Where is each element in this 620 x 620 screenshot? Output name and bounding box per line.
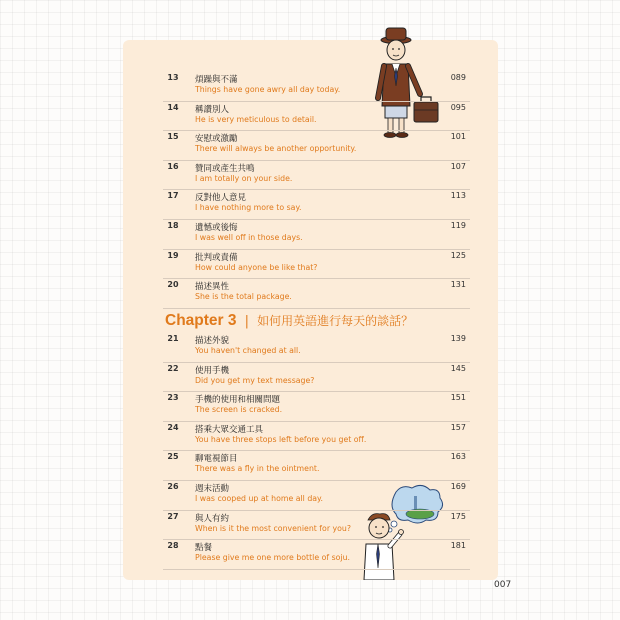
entry-title-en: I was well off in those days. — [195, 232, 303, 242]
entry-title-en: I was cooped up at home all day. — [195, 493, 324, 503]
entry-number: 16 — [167, 161, 179, 171]
page-number: 007 — [494, 580, 512, 590]
entry-number: 21 — [167, 334, 179, 343]
entry-number: 25 — [167, 452, 179, 462]
toc-entry-15[interactable] — [163, 131, 470, 161]
toc-section-a — [163, 72, 470, 309]
toc-entry-24[interactable] — [163, 422, 470, 452]
entry-number: 13 — [167, 73, 179, 82]
toc-entry-13[interactable] — [163, 72, 470, 102]
entry-title-zh: 遺憾或後悔 — [195, 222, 238, 233]
entry-title-en: Did you get my text message? — [195, 375, 315, 385]
chapter-divider: | — [244, 314, 249, 329]
toc-entry-25[interactable] — [163, 451, 470, 481]
entry-title-en: I have nothing more to say. — [195, 203, 302, 213]
toc-entry-17[interactable] — [163, 190, 470, 220]
entry-title-en: Things have gone awry all day today. — [195, 85, 341, 94]
toc-entry-27[interactable] — [163, 511, 470, 541]
entry-page: 119 — [450, 220, 466, 230]
entry-title-zh: 安慰或激勵 — [195, 134, 238, 145]
entry-title-en: You have three stops left before you get off. — [195, 434, 367, 444]
chapter-title: 如何用英語進行每天的談話？ — [257, 314, 414, 328]
toc-entry-28[interactable] — [163, 540, 470, 570]
entry-title-en: She is the total package. — [195, 292, 292, 302]
entry-number: 14 — [167, 102, 179, 112]
entry-page: 107 — [450, 161, 466, 171]
entry-title-zh: 描述外貌 — [195, 336, 230, 346]
entry-title-zh: 週末活動 — [195, 483, 230, 494]
entry-page: 151 — [450, 393, 466, 403]
entry-page: 169 — [450, 481, 466, 491]
toc-entry-23[interactable] — [163, 392, 470, 422]
toc-entry-16[interactable] — [163, 161, 470, 191]
entry-title-en: How could anyone be like that? — [195, 262, 318, 272]
chapter-number: Chapter 3 — [165, 312, 237, 329]
entry-page: 089 — [450, 73, 466, 82]
entry-number: 15 — [167, 132, 179, 142]
entry-title-zh: 手機的使用和相關問題 — [195, 395, 281, 406]
entry-number: 27 — [167, 511, 179, 521]
entry-title-zh: 使用手機 — [195, 365, 230, 376]
entry-page: 139 — [450, 334, 466, 343]
entry-title-en: He is very meticulous to detail. — [195, 114, 317, 124]
entry-number: 22 — [167, 363, 179, 373]
entry-number: 24 — [167, 422, 179, 432]
entry-title-en: There will always be another opportunity. — [195, 144, 357, 154]
entry-number: 18 — [167, 220, 179, 230]
entry-title-zh: 點餐 — [195, 543, 213, 554]
entry-page: 125 — [450, 250, 466, 260]
entry-title-en: You haven't changed at all. — [195, 346, 301, 355]
toc-section-b — [163, 333, 470, 570]
entry-number: 17 — [167, 191, 179, 201]
entry-number: 20 — [167, 280, 179, 290]
entry-title-zh: 聊電視節目 — [195, 454, 238, 465]
entry-title-en: Please give me one more bottle of soju. — [195, 553, 351, 563]
entry-title-zh: 搭乘大眾交通工具 — [195, 424, 264, 435]
entry-page: 163 — [450, 452, 466, 462]
entry-title-zh: 反對他人意見 — [195, 193, 247, 204]
entry-title-zh: 與人有約 — [195, 513, 230, 524]
entry-page: 113 — [450, 191, 466, 201]
entry-title-zh: 稱讚別人 — [195, 104, 230, 115]
entry-title-zh: 煩躁與不滿 — [195, 75, 238, 85]
entry-title-zh: 贊同或產生共鳴 — [195, 163, 255, 174]
entry-page: 181 — [450, 541, 466, 551]
entry-page: 175 — [450, 511, 466, 521]
toc-entry-20[interactable] — [163, 279, 470, 309]
entry-title-en: The screen is cracked. — [195, 405, 283, 415]
toc-entry-26[interactable] — [163, 481, 470, 511]
toc-entry-22[interactable] — [163, 363, 470, 393]
entry-number: 23 — [167, 393, 179, 403]
entry-number: 28 — [167, 541, 179, 551]
entry-page: 101 — [450, 132, 466, 142]
entry-page: 131 — [450, 280, 466, 290]
toc-entry-19[interactable] — [163, 250, 470, 280]
toc-entry-14[interactable] — [163, 102, 470, 132]
entry-title-en: I am totally on your side. — [195, 173, 293, 183]
entry-number: 26 — [167, 481, 179, 491]
entry-page: 145 — [450, 363, 466, 373]
entry-title-en: There was a fly in the ointment. — [195, 464, 320, 474]
chapter-heading[interactable] — [165, 310, 413, 330]
entry-title-zh: 描述異性 — [195, 282, 230, 293]
entry-page: 157 — [450, 422, 466, 432]
entry-number: 19 — [167, 250, 179, 260]
entry-page: 095 — [450, 102, 466, 112]
entry-title-en: When is it the most convenient for you? — [195, 523, 351, 533]
entry-title-zh: 批判或責備 — [195, 252, 238, 263]
toc-entry-21[interactable] — [163, 333, 470, 363]
toc-entry-18[interactable] — [163, 220, 470, 250]
